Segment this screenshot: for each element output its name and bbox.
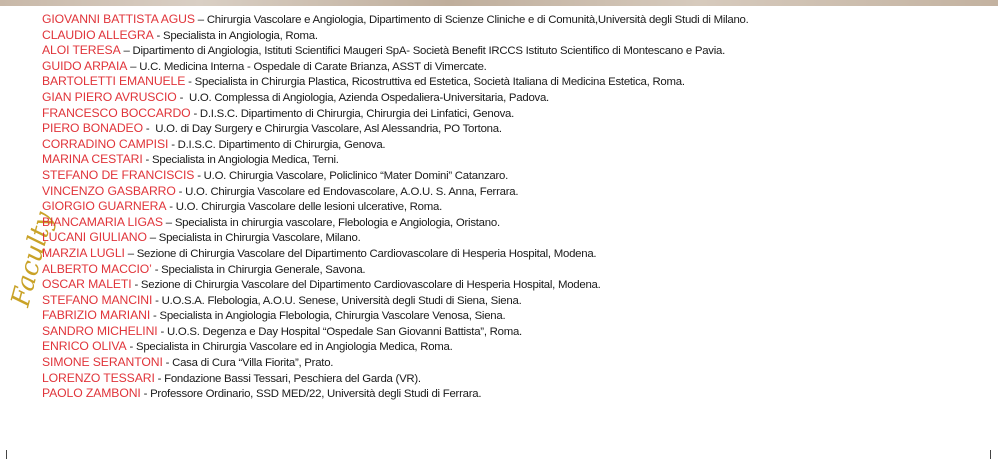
faculty-name: BARTOLETTI EMANUELE [42,74,186,89]
faculty-name: GUIDO ARPAIA [42,58,128,73]
faculty-affiliation: Specialista in Chirurgia Plastica, Ricostruttiva ed Estetica, Società Italiana di Medicina Estetica, Roma. [194,76,685,89]
faculty-name: LUCANI GIULIANO [42,230,147,245]
faculty-separator: - [154,372,165,385]
faculty-list [42,12,992,402]
faculty-separator: - [194,169,204,182]
faculty-entry [42,28,992,44]
faculty-separator: - [185,76,195,89]
faculty-separator: – [146,232,159,245]
faculty-name: GIAN PIERO AVRUSCIO [42,89,177,104]
faculty-name: MARINA CESTARI [42,152,143,167]
faculty-affiliation: Specialista in Chirurgia Generale, Savona. [161,263,366,276]
faculty-entry [42,199,992,215]
faculty-separator: - [152,294,162,307]
faculty-name: VINCENZO GASBARRO [42,183,176,198]
faculty-entry [42,137,992,153]
faculty-separator: - [151,263,162,276]
faculty-separator: - [126,341,136,354]
faculty-name: FABRIZIO MARIANI [42,308,151,323]
faculty-name: LORENZO TESSARI [42,370,155,385]
faculty-separator: – [124,247,137,260]
faculty-separator: - [150,310,160,323]
faculty-affiliation: Dipartimento di Angiologia, Istituti Scientifici Maugeri SpA- Società Benefit IRCCS Istituto Scientifico di Montescano e Pavia. [132,45,726,58]
faculty-name: STEFANO MANCINI [42,292,153,307]
faculty-name: CORRADINO CAMPISI [42,136,169,151]
faculty-separator: - [175,185,186,198]
faculty-affiliation: U.O. Chirurgia Vascolare ed Endovascolare, A.O.U. S. Anna, Ferrara. [185,185,519,198]
faculty-name: GIOVANNI BATTISTA AGUS [42,12,195,26]
faculty-entry [42,59,992,75]
faculty-affiliation: Chirurgia Vascolare e Angiologia, Dipartimento di Scienze Cliniche e di Comunità,Università degli Studi di Milano. [206,14,749,26]
faculty-separator: - [131,279,141,292]
faculty-separator: - [142,123,156,136]
faculty-affiliation: Specialista in Chirurgia Vascolare ed in Angiologia Medica, Roma. [135,341,453,354]
faculty-entry [42,277,992,293]
faculty-script-label [4,190,60,320]
crop-mark-left [6,450,7,459]
faculty-entry [42,43,992,59]
faculty-separator: - [157,325,167,338]
faculty-separator: - [190,107,200,120]
faculty-affiliation: Fondazione Bassi Tessari, Peschiera del Garda (VR). [164,372,421,385]
faculty-affiliation: U.O.S.A. Flebologia, A.O.U. Senese, Università degli Studi di Siena, Siena. [161,294,522,307]
faculty-entry [42,339,992,355]
faculty-affiliation: D.I.S.C. Dipartimento di Chirurgia, Genova. [177,138,386,151]
faculty-separator: - [166,201,176,214]
faculty-affiliation: Specialista in Angiologia Flebologia, Chirurgia Vascolare Venosa, Siena. [159,310,506,323]
faculty-separator: – [162,216,175,229]
faculty-separator: - [162,357,173,370]
faculty-affiliation: Casa di Cura “Villa Fiorita”, Prato. [172,357,334,370]
faculty-affiliation: U.O. Chirurgia Vascolare delle lesioni ulcerative, Roma. [175,201,442,214]
faculty-entry [42,215,992,231]
faculty-script-text: Faculty [5,208,60,310]
faculty-entry [42,355,992,371]
faculty-entry [42,74,992,90]
faculty-entry [42,324,992,340]
faculty-separator: - [168,138,178,151]
faculty-entry [42,246,992,262]
faculty-name: CLAUDIO ALLEGRA [42,27,154,42]
faculty-separator: - [176,91,189,104]
faculty-entry [42,152,992,168]
faculty-affiliation: Sezione di Chirurgia Vascolare del Dipartimento Cardiovascolare di Hesperia Hospital, Modena. [136,247,597,260]
faculty-affiliation: Professore Ordinario, SSD MED/22, Università degli Studi di Ferrara. [150,388,482,401]
faculty-entry [42,106,992,122]
faculty-name: ENRICO OLIVA [42,339,127,354]
faculty-separator: - [142,154,153,167]
faculty-affiliation: U.O. Complessa di Angiologia, Azienda Ospedaliera-Universitaria, Padova. [188,91,549,104]
faculty-entry [42,12,992,28]
faculty-entry [42,184,992,200]
faculty-name: OSCAR MALETI [42,277,132,292]
faculty-affiliation: D.I.S.C. Dipartimento di Chirurgia, Chirurgia dei Linfatici, Genova. [199,107,515,120]
faculty-name: PIERO BONADEO [42,121,143,136]
faculty-entry [42,262,992,278]
faculty-affiliation: U.O.S. Degenza e Day Hospital “Ospedale San Giovanni Battista”, Roma. [166,325,522,338]
faculty-separator: – [194,14,207,26]
faculty-affiliation: U.O. di Day Surgery e Chirurgia Vascolare, Asl Alessandria, PO Tortona. [155,123,502,136]
header-photo-strip [0,0,998,6]
faculty-name: MARZIA LUGLI [42,245,125,260]
faculty-separator: - [153,29,163,42]
faculty-name: FRANCESCO BOCCARDO [42,105,191,120]
faculty-entry [42,90,992,106]
faculty-separator: – [120,45,133,58]
faculty-affiliation: U.C. Medicina Interna - Ospedale di Carate Brianza, ASST di Vimercate. [139,60,487,73]
faculty-name: BIANCAMARIA LIGAS [42,214,163,229]
crop-mark-right [990,450,991,459]
faculty-affiliation: Specialista in Angiologia Medica, Terni. [152,154,339,167]
faculty-name: SANDRO MICHELINI [42,323,158,338]
faculty-name: ALOI TERESA [42,43,121,58]
faculty-entry [42,121,992,137]
faculty-entry [42,168,992,184]
faculty-name: ALBERTO MACCIO’ [42,261,152,276]
faculty-affiliation: Sezione di Chirurgia Vascolare del Dipartimento Cardiovascolare di Hesperia Hospital, Modena. [140,279,601,292]
faculty-entry [42,293,992,309]
faculty-separator: – [127,60,140,73]
faculty-affiliation: Specialista in chirurgia vascolare, Flebologia e Angiologia, Oristano. [174,216,500,229]
faculty-affiliation: Specialista in Angiologia, Roma. [163,29,318,42]
faculty-entry [42,308,992,324]
faculty-separator: - [140,388,151,401]
faculty-entry [42,230,992,246]
faculty-affiliation: Specialista in Chirurgia Vascolare, Milano. [158,232,361,245]
faculty-entry [42,371,992,387]
faculty-entry [42,386,992,402]
faculty-affiliation: U.O. Chirurgia Vascolare, Policlinico “Mater Domini” Catanzaro. [203,169,509,182]
faculty-name: SIMONE SERANTONI [42,355,163,370]
faculty-name: GIORGIO GUARNERA [42,199,167,214]
faculty-name: STEFANO DE FRANCISCIS [42,167,195,182]
faculty-name: PAOLO ZAMBONI [42,386,141,401]
